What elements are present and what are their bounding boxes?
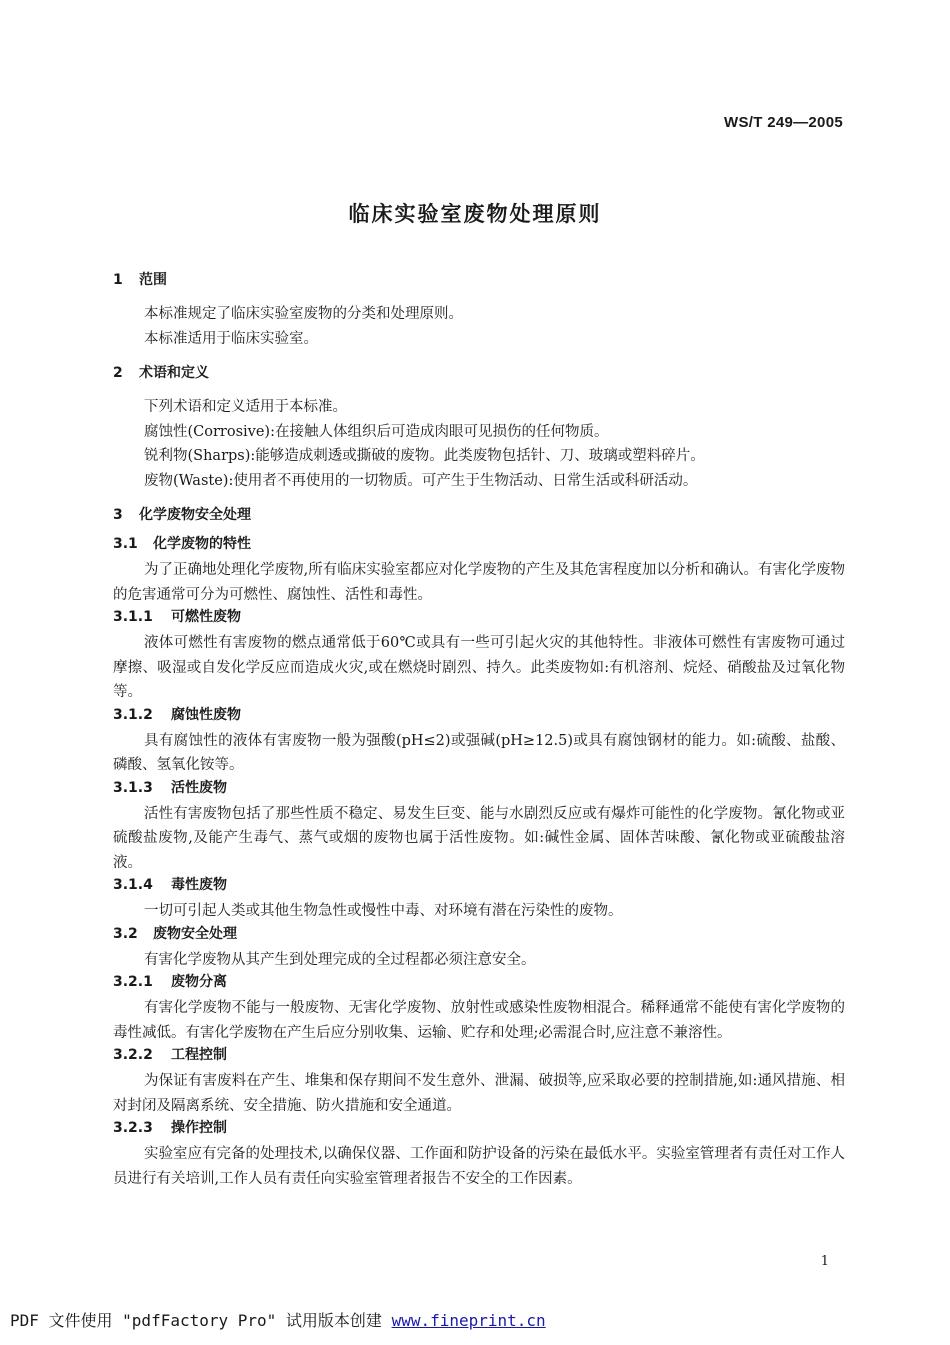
section-title: 化学废物安全处理 [139, 507, 251, 523]
section-3-2-1-heading [113, 972, 845, 992]
section-number: 2 [113, 365, 123, 381]
section-title: 腐蚀性废物 [171, 706, 241, 723]
section-number: 3.1.2 [113, 706, 153, 723]
section-title: 工程控制 [171, 1047, 227, 1063]
section-title: 化学废物的特性 [153, 536, 251, 552]
section-3-1-heading [113, 534, 845, 554]
section-number: 3.1.4 [113, 877, 153, 893]
section-number: 3.2.1 [113, 974, 153, 990]
section-title: 活性废物 [171, 779, 227, 796]
section-number: 3.1.3 [113, 779, 153, 796]
section-number: 3.2 [113, 925, 138, 942]
section-title: 废物安全处理 [153, 925, 237, 942]
paragraph: 为保证有害废料在产生、堆集和保存期间不发生意外、泄漏、破损等,应采取必要的控制措施,如:通风措施、相对封闭及隔离系统、安全措施、防火措施和安全通道。 [113, 1073, 845, 1114]
paragraph: 有害化学废物从其产生到处理完成的全过程都必须注意安全。 [144, 951, 536, 968]
paragraph: 一切可引起人类或其他生物急性或慢性中毒、对环境有潜在污染性的废物。 [144, 903, 623, 919]
section-number: 3.2.3 [113, 1120, 153, 1136]
paragraph: 下列术语和定义适用于本标准。 [144, 399, 347, 415]
definition-waste: 废物(Waste):使用者不再使用的一切物质。可产生于生物活动、日常生活或科研活动。 [144, 472, 698, 489]
paragraph: 有害化学废物不能与一般废物、无害化学废物、放射性或感染性废物相混合。稀释通常不能使有害化学废物的毒性减低。有害化学废物在产生后应分别收集、运输、贮存和处理;必需混合时,应注意不兼溶性。 [113, 1000, 845, 1041]
section-title: 毒性废物 [171, 877, 227, 893]
section-3-1-4-heading [113, 875, 845, 895]
document-body [113, 270, 845, 1191]
document-title: 临床实验室废物处理原则 [348, 202, 602, 226]
paragraph: 实验室应有完备的处理技术,以确保仪器、工作面和防护设备的污染在最低水平。实验室管理者有责任对工作人员进行有关培训,工作人员有责任向实验室管理者报告不安全的工作因素。 [113, 1146, 845, 1187]
section-number: 3.1.1 [113, 609, 153, 625]
pdf-footer [10, 1308, 546, 1331]
section-title: 操作控制 [171, 1120, 227, 1136]
footer-link[interactable]: www.fineprint.cn [391, 1311, 546, 1330]
standard-code: WS/T 249—2005 [724, 114, 843, 131]
section-3-2-heading [113, 924, 845, 944]
paragraph: 具有腐蚀性的液体有害废物一般为强酸(pH≤2)或强碱(pH≥12.5)或具有腐蚀钢材的能力。如:硫酸、盐酸、磷酸、氢氧化铵等。 [113, 732, 845, 773]
section-number: 3 [113, 507, 123, 523]
section-3-1-1-heading [113, 607, 845, 627]
paragraph: 本标准规定了临床实验室废物的分类和处理原则。 [144, 306, 463, 322]
section-title: 术语和定义 [139, 365, 209, 381]
paragraph: 为了正确地处理化学废物,所有临床实验室都应对化学废物的产生及其危害程度加以分析和确认。有害化学废物的危害通常可分为可燃性、腐蚀性、活性和毒性。 [113, 562, 845, 603]
definition-sharps: 锐利物(Sharps):能够造成刺透或撕破的废物。此类废物包括针、刀、玻璃或塑料碎片。 [144, 448, 705, 464]
page-number: 1 [820, 1254, 829, 1269]
paragraph: 液体可燃性有害废物的燃点通常低于60℃或具有一些可引起火灾的其他特性。非液体可燃性有害废物可通过摩擦、吸湿或自发化学反应而造成火灾,或在燃烧时剧烈、持久。此类废物如:有机溶剂、烷烃、硝酸盐及过氧化物等。 [113, 635, 845, 700]
paragraph: 本标准适用于临床实验室。 [144, 330, 318, 347]
footer-text: PDF 文件使用 "pdfFactory Pro" 试用版本创建 [10, 1311, 392, 1330]
section-number: 3.1 [113, 536, 138, 552]
section-title: 废物分离 [171, 974, 227, 990]
section-3-heading [113, 505, 845, 525]
section-3-2-2-heading [113, 1045, 845, 1065]
section-2-heading [113, 363, 845, 383]
section-3-1-3-heading [113, 778, 845, 798]
section-title: 可燃性废物 [171, 609, 241, 625]
definition-corrosive: 腐蚀性(Corrosive):在接触人体组织后可造成肉眼可见损伤的任何物质。 [144, 423, 609, 440]
paragraph: 活性有害废物包括了那些性质不稳定、易发生巨变、能与水剧烈反应或有爆炸可能性的化学废物。氰化物或亚硫酸盐废物,及能产生毒气、蒸气或烟的废物也属于活性废物。如:碱性金属、固体苦味酸、氰化物或亚硫酸盐溶液。 [113, 805, 845, 871]
section-number: 1 [113, 272, 123, 288]
section-3-1-2-heading [113, 705, 845, 725]
section-title: 范围 [139, 272, 167, 288]
section-3-2-3-heading [113, 1118, 845, 1138]
section-1-heading [113, 270, 845, 290]
section-number: 3.2.2 [113, 1047, 153, 1063]
